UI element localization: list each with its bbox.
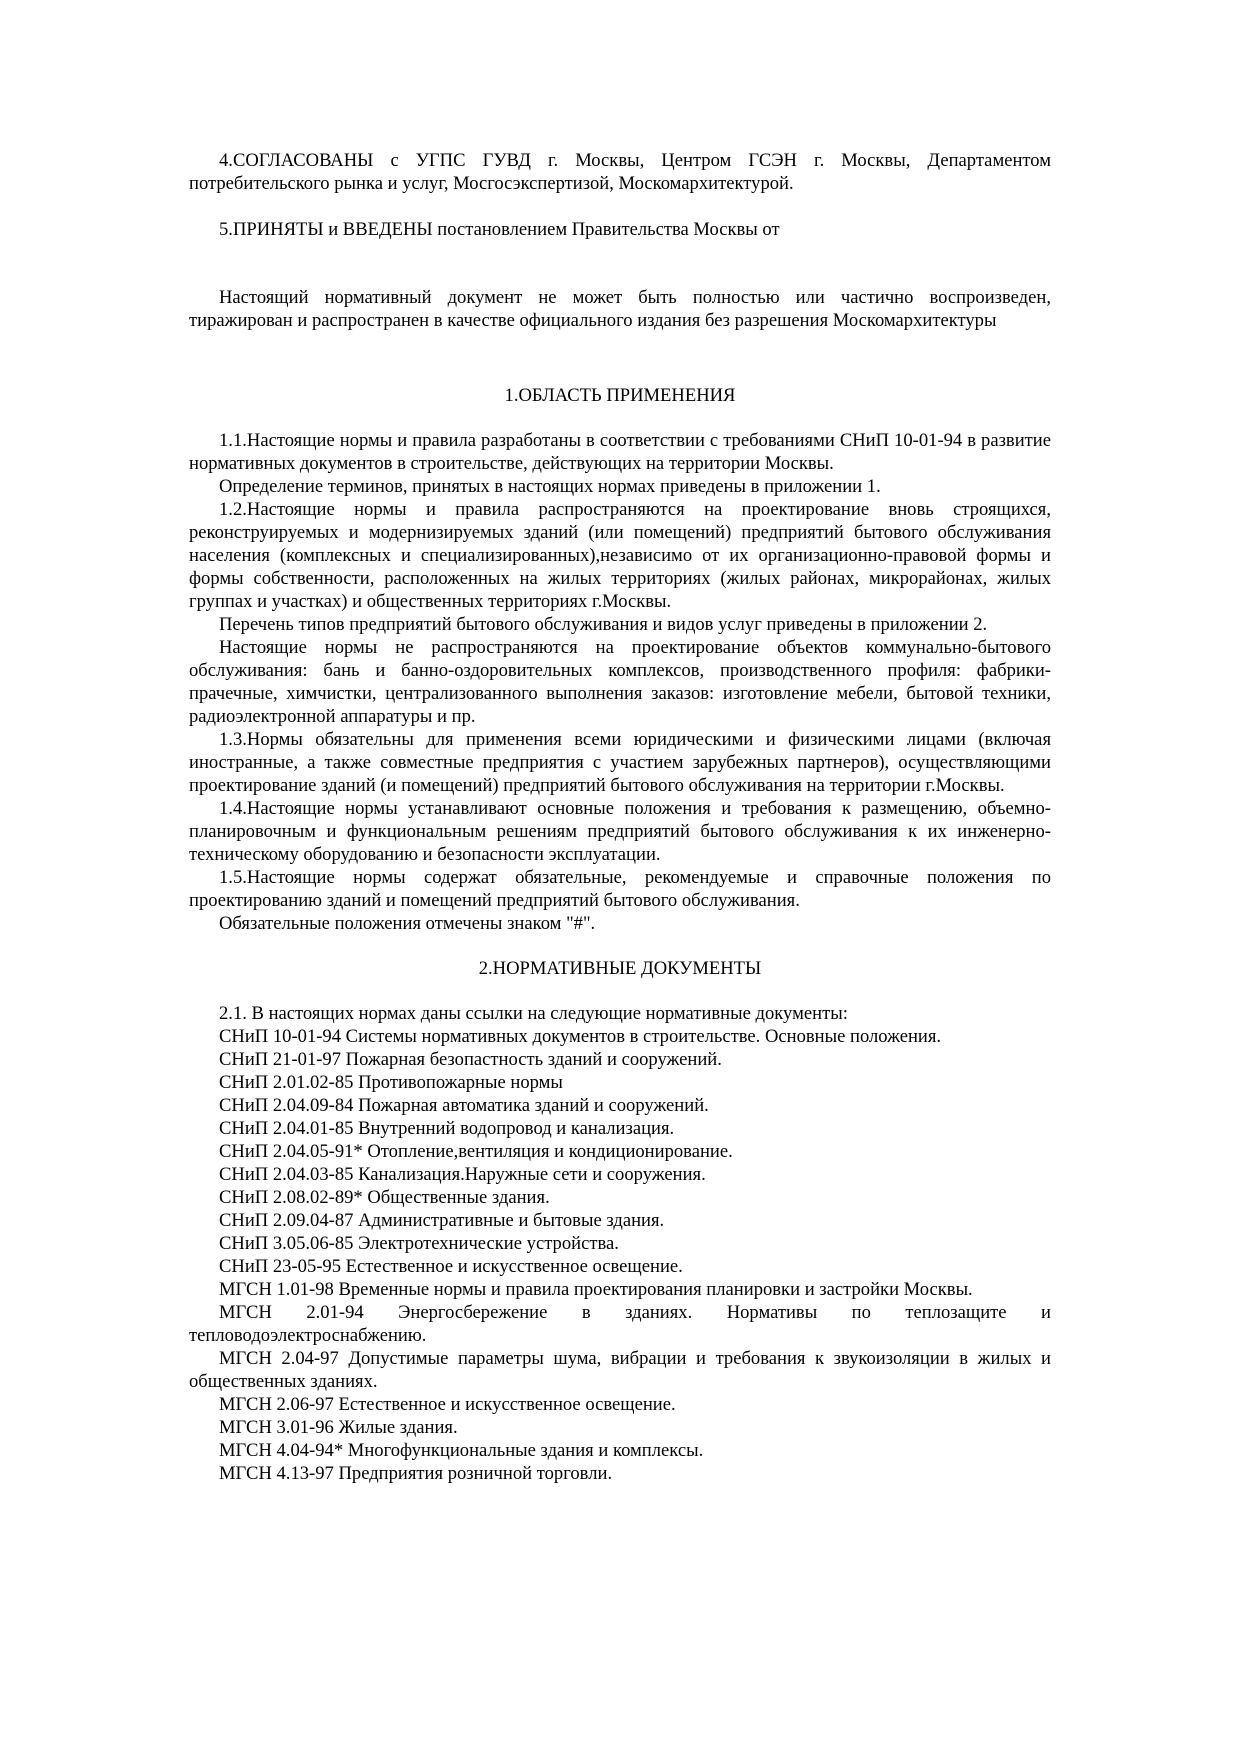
document-list-item: МГСН 1.01-98 Временные нормы и правила проектирования планировки и застройки Москвы. [219, 1279, 973, 1300]
document-list-item: СНиП 2.01.02-85 Противопожарные нормы [219, 1072, 563, 1093]
document-list-item: СНиП 2.04.03-85 Канализация.Наружные сети и сооружения. [219, 1164, 706, 1185]
document-list-item: СНиП 2.04.01-85 Внутренний водопровод и канализация. [219, 1118, 675, 1139]
document-list-item: МГСН 4.04-94* Многофункциональные здания и комплексы. [219, 1440, 704, 1461]
section-1-paragraph: Определение терминов, принятых в настоящих нормах приведены в приложении 1. [219, 476, 881, 497]
document-list-item: СНиП 3.05.06-85 Электротехнические устройства. [219, 1233, 619, 1254]
section-1-paragraph: 1.4.Настоящие нормы устанавливают основные положения и требования к размещению, объемно-планировочным и функциональным решениям предприятий бытового обслуживания к их инженерно-техническому оборудованию и безопасности эксплуатации. [189, 798, 1051, 865]
document-list-item: МГСН 2.04-97 Допустимые параметры шума, вибрации и требования к звукоизоляции в жилых и общественных зданиях. [189, 1348, 1051, 1392]
section-2-intro: 2.1. В настоящих нормах даны ссылки на следующие нормативные документы: [219, 1003, 848, 1024]
section-2-body [189, 1002, 1051, 1485]
document-list-item: МГСН 4.13-97 Предприятия розничной торговли. [219, 1463, 613, 1484]
paragraph-adopted: 5.ПРИНЯТЫ и ВВЕДЕНЫ постановлением Правительства Москвы от [219, 219, 780, 240]
section-1-paragraph: 1.5.Настоящие нормы содержат обязательные, рекомендуемые и справочные положения по проектированию зданий и помещений предприятий бытового обслуживания. [189, 867, 1051, 911]
document-list-item: МГСН 2.01-94 Энергосбережение в зданиях. Нормативы по теплозащите и тепловодоэлектроснабжению. [189, 1302, 1051, 1346]
section-2-title: 2.НОРМАТИВНЫЕ ДОКУМЕНТЫ [478, 958, 762, 979]
paragraph-agreed: 4.СОГЛАСОВАНЫ с УГПС ГУВД г. Москвы, Центром ГСЭН г. Москвы, Департаментом потребительского рынка и услуг, Мосгосэкспертизой, Москомархитектурой. [189, 150, 1051, 194]
document-list-item: СНиП 2.04.05-91* Отопление,вентиляция и кондиционирование. [219, 1141, 733, 1162]
section-1-paragraph: Перечень типов предприятий бытового обслуживания и видов услуг приведены в приложении 2. [219, 614, 988, 635]
document-list-item: СНиП 2.09.04-87 Административные и бытовые здания. [219, 1210, 665, 1231]
document-list-item: СНиП 2.04.09-84 Пожарная автоматика зданий и сооружений. [219, 1095, 709, 1116]
document-list-item: МГСН 3.01-96 Жилые здания. [219, 1417, 458, 1438]
section-1-paragraph: 1.3.Нормы обязательны для применения всеми юридическими и физическими лицами (включая иностранные, а также совместные предприятия с участием зарубежных партнеров), осуществляющими проектирование зданий (и помещений) предприятий бытового обслуживания на территории г.Москвы. [189, 729, 1051, 796]
section-1-paragraph: Настоящие нормы не распространяются на проектирование объектов коммунально-бытового обслуживания: бань и банно-оздоровительных комплексов, производственного профиля: фабрики-прачечные, химчистки, централизованного выполнения заказов: изготовление мебели, бытовой техники, радиоэлектронной аппаратуры и пр. [189, 637, 1051, 727]
document-list-item: СНиП 21-01-97 Пожарная безопастность зданий и сооружений. [219, 1049, 722, 1070]
document-list-item: СНиП 10-01-94 Системы нормативных документов в строительстве. Основные положения. [219, 1026, 942, 1047]
document-list-item: СНиП 23-05-95 Естественное и искусственное освещение. [219, 1256, 683, 1277]
copyright-notice: Настоящий нормативный документ не может быть полностью или частично воспроизведен, тиражирован и распространен в качестве официального издания без разрешения Москомархитектуры [189, 287, 1051, 331]
document-list-item: МГСН 2.06-97 Естественное и искусственное освещение. [219, 1394, 676, 1415]
section-1-body [189, 429, 1051, 935]
section-1-paragraph: 1.2.Настоящие нормы и правила распространяются на проектирование вновь строящихся, реконструируемых и модернизируемых зданий (или помещений) предприятий бытового обслуживания населения (комплексных и специализированных),независимо от их организационно-правовой формы и формы собственности, расположенных на жилых территориях (жилых районах, микрорайонах, жилых группах и участках) и общественных территориях г.Москвы. [189, 499, 1051, 612]
document-page [189, 149, 1051, 1485]
section-1-paragraph: Обязательные положения отмечены знаком "#". [219, 913, 596, 934]
section-1-title: 1.ОБЛАСТЬ ПРИМЕНЕНИЯ [504, 385, 736, 406]
section-1-paragraph: 1.1.Настоящие нормы и правила разработаны в соответствии с требованиями СНиП 10-01-94 в развитие нормативных документов в строительстве, действующих на территории Москвы. [189, 430, 1051, 474]
document-list-item: СНиП 2.08.02-89* Общественные здания. [219, 1187, 550, 1208]
